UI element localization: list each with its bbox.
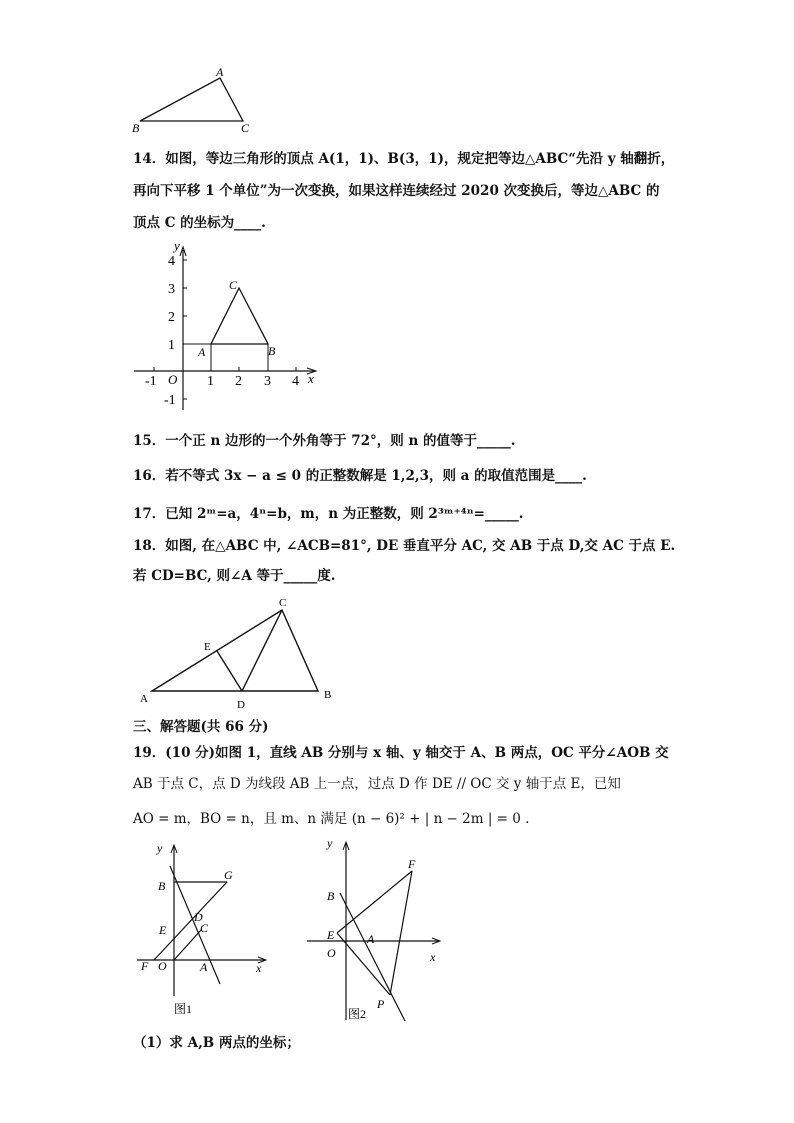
label-E: E — [204, 641, 211, 653]
q19-line3: AO = m，BO = n，且 m、n 满足 (n − 6)² + | n − 2m | = 0 . — [133, 811, 530, 827]
label-B: B — [327, 889, 335, 903]
q14-line2: 再向下平移 1 个单位”为一次变换，如果这样连续经过 2020 次变换后，等边△ABC 的 — [133, 183, 660, 199]
point-A-label: A — [198, 345, 206, 359]
label-D: D — [237, 699, 245, 711]
label-D: D — [194, 910, 203, 924]
q18-triangle-figure — [132, 592, 342, 712]
point-C-label: C — [229, 278, 238, 292]
x-axis-label: x — [308, 371, 314, 386]
top-triangle-figure — [128, 62, 258, 140]
q19-line2: AB 于点 C，点 D 为线段 AB 上一点，过点 D 作 DE // OC 交 y 轴于点 E，已知 — [133, 776, 621, 792]
q15-text: 15．一个正 n 边形的一个外角等于 72°，则 n 的值等于_____. — [133, 433, 516, 449]
q14-line1: 14．如图，等边三角形的顶点 A(1，1)、B(3，1)，规定把等边△ABC“先沿 y 轴翻折， — [133, 151, 675, 167]
label-C: C — [200, 921, 209, 935]
x-tick-3: 3 — [264, 374, 271, 389]
label-O: O — [327, 946, 336, 960]
label-A: A — [216, 65, 224, 79]
point-B-label: B — [268, 344, 276, 358]
q17-blank: _____ — [484, 506, 519, 522]
q14-coordinate-figure — [130, 238, 330, 418]
figure-2-caption: 图2 — [348, 1007, 367, 1021]
x-tick-1: 1 — [207, 374, 214, 389]
q14-line3: 顶点 C 的坐标为____. — [133, 215, 266, 231]
x-label: x — [430, 950, 436, 964]
y-tick-neg1: -1 — [164, 393, 176, 408]
q19-part1: （1）求 A,B 两点的坐标； — [133, 1035, 300, 1051]
label-E: E — [327, 928, 335, 942]
q19-line1 — [133, 744, 669, 762]
q19-figure-2 — [302, 835, 452, 1030]
y-tick-3: 3 — [168, 282, 175, 297]
label-B: B — [324, 689, 332, 701]
q19-figure-1 — [132, 838, 282, 1018]
label-E: E — [159, 923, 167, 937]
x-tick-2: 2 — [235, 374, 242, 389]
y-label: y — [157, 841, 163, 855]
x-tick-4: 4 — [292, 374, 299, 389]
label-A: A — [140, 693, 148, 705]
q18-line2: 若 CD=BC, 则∠A 等于_____度. — [133, 568, 336, 584]
label-O: O — [158, 959, 167, 973]
q19-line1-text: 19．(10 分)如图 1，直线 AB 分别与 x 轴、y 轴交于 A、B 两点，OC 平分∠AOB 交 — [133, 745, 669, 761]
y-label: y — [327, 836, 333, 850]
x-label: x — [256, 961, 262, 975]
label-C: C — [279, 597, 287, 609]
label-A: A — [200, 960, 208, 974]
y-tick-2: 2 — [168, 310, 175, 325]
x-tick-neg1: -1 — [145, 374, 157, 389]
y-axis-label: y — [174, 238, 180, 253]
q16-text: 16．若不等式 3x − a ≤ 0 的正整数解是 1,2,3，则 a 的取值范围是____. — [133, 468, 587, 484]
label-F: F — [408, 857, 416, 871]
y-tick-1: 1 — [168, 338, 175, 353]
label-A: A — [367, 932, 375, 946]
q17-text — [133, 505, 523, 523]
label-C: C — [241, 121, 250, 135]
label-P: P — [377, 997, 385, 1011]
y-tick-4: 4 — [168, 254, 175, 269]
section3-title: 三、解答题(共 66 分) — [133, 719, 269, 735]
label-F: F — [141, 959, 149, 973]
q17-end: . — [518, 506, 524, 522]
origin-label: O — [168, 372, 178, 387]
q17-prefix: 17．已知 2ᵐ=a，4ⁿ=b，m，n 为正整数，则 2³ᵐ⁺⁴ⁿ= — [133, 506, 485, 522]
q18-line1: 18．如图, 在△ABC 中, ∠ACB=81°, DE 垂直平分 AC, 交 AB 于点 D,交 AC 于点 E. — [133, 538, 676, 554]
label-G: G — [224, 868, 233, 882]
figure-1-caption: 图1 — [174, 1002, 193, 1016]
label-B: B — [132, 121, 140, 135]
label-B: B — [158, 879, 166, 893]
